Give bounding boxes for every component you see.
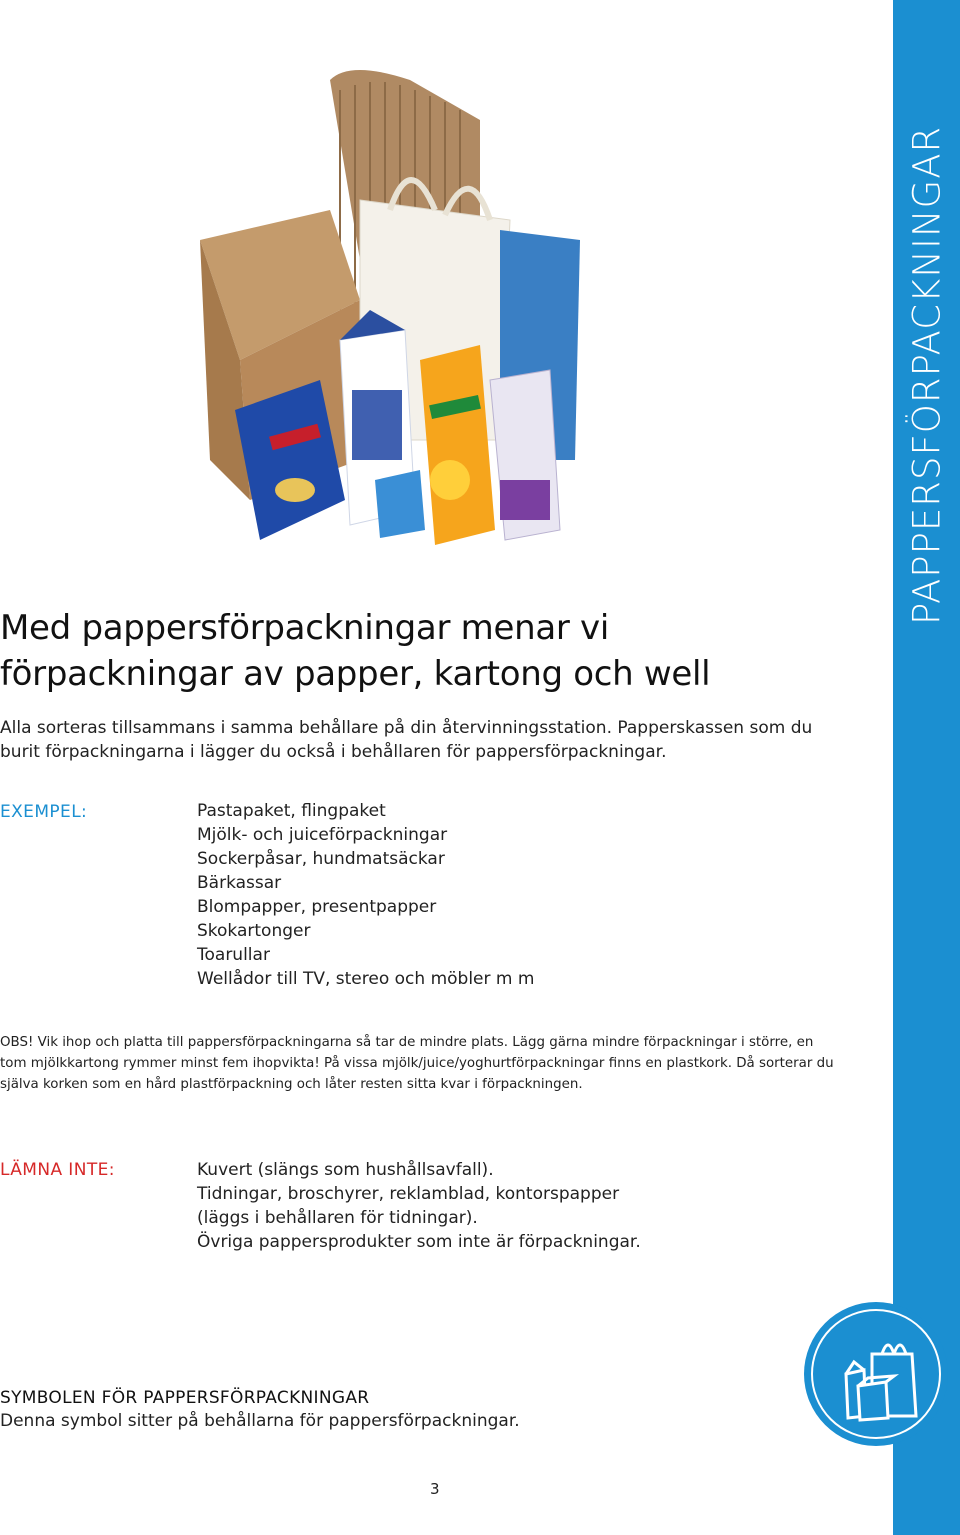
list-item: Toarullar [197, 945, 270, 965]
examples-list [197, 799, 534, 991]
list-item: Övriga pappersprodukter som inte är förpackningar. [197, 1232, 641, 1252]
main-heading: Med pappersförpackningar menar vi förpackningar av papper, kartong och well [0, 608, 711, 694]
symbol-description: Denna symbol sitter på behållarna för pappersförpackningar. [0, 1411, 520, 1431]
list-item: Tidningar, broschyrer, reklamblad, kontorspapper [197, 1184, 620, 1204]
list-item: Blompapper, presentpapper [197, 897, 437, 917]
list-item: Mjölk- och juiceförpackningar [197, 825, 448, 845]
list-item: Pastapaket, flingpaket [197, 801, 386, 821]
do-not-list [197, 1158, 641, 1254]
paper-packaging-photo [180, 60, 600, 590]
list-item: Bärkassar [197, 873, 282, 893]
list-item: Wellådor till TV, stereo och möbler m m [197, 969, 535, 989]
paper-packaging-symbol-icon [802, 1300, 950, 1448]
list-item: Kuvert (slängs som hushållsavfall). [197, 1160, 494, 1180]
symbol-title: SYMBOLEN FÖR PAPPERSFÖRPACKNINGAR [0, 1388, 370, 1408]
do-not-label: LÄMNA INTE: [0, 1160, 115, 1180]
list-item: Sockerpåsar, hundmatsäckar [197, 849, 445, 869]
intro-paragraph: Alla sorteras tillsammans i samma behållare på din återvinningsstation. Papperskassen som du burit förpackningarna i lägger du också i behållaren för pappersförpackningar. [0, 718, 813, 762]
obs-note: OBS! Vik ihop och platta till pappersförpackningarna så tar de mindre plats. Lägg gärna mindre förpackningar i större, en tom mjölkkartong rymmer minst fem ihopvikta! På vissa mjölk/juice/yoghurtförpackningar finns en plastkork. Då sorterar du själva korken som en hård plastförpackning och låter resten sitta kvar i förpackningen. [0, 1035, 834, 1092]
side-title: PAPPERSFÖRPACKNINGAR [905, 125, 948, 625]
list-item: (läggs i behållaren för tidningar). [197, 1208, 478, 1228]
list-item: Skokartonger [197, 921, 311, 941]
page-number: 3 [430, 1480, 440, 1498]
examples-label: EXEMPEL: [0, 802, 88, 822]
